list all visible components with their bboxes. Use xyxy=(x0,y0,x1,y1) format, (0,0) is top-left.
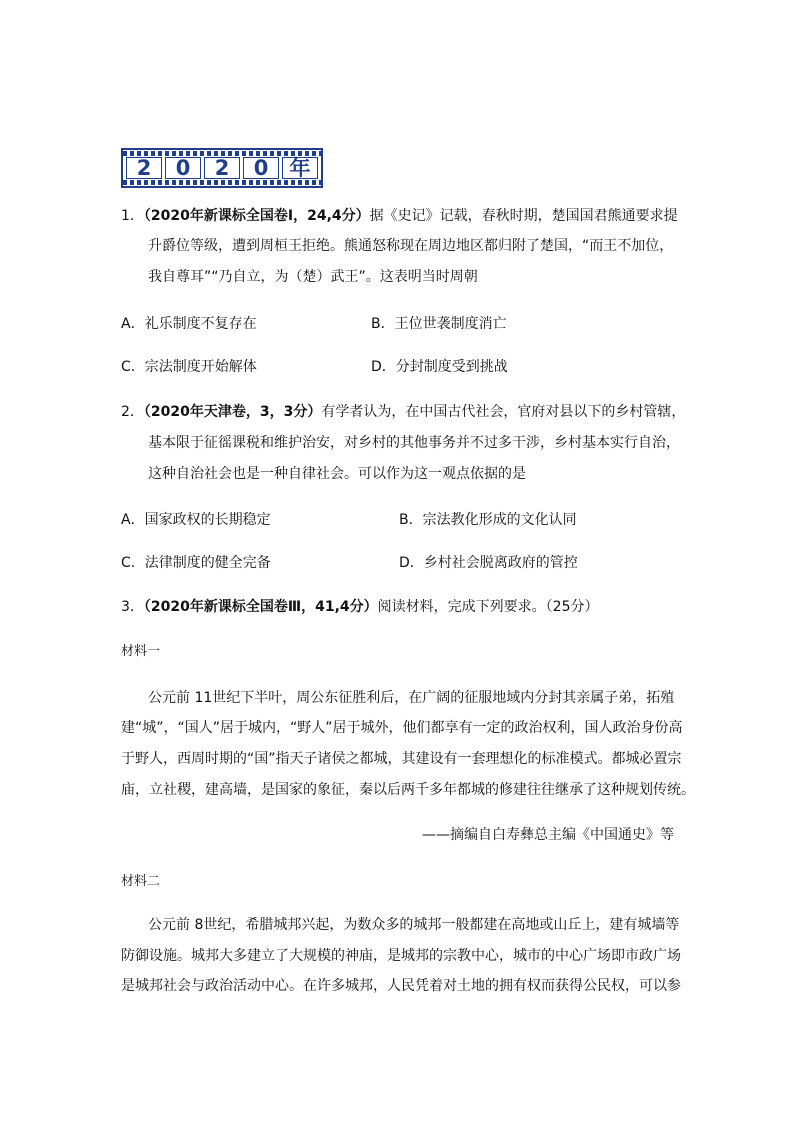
material-2-line-2: 防御设施。城邦大多建立了大规模的神庙，是城邦的宗教中心，城市的中心广场即市政广场 xyxy=(121,948,681,964)
year-cells xyxy=(126,157,318,179)
question-source: （2020年新课标全国卷Ⅰ，24,4分） xyxy=(143,208,370,224)
question-2-line-2: 基本限于征徭课税和维护治安，对乡村的其他事务并不过多干涉，乡村基本实行自治， xyxy=(148,435,680,451)
year-digit: 0 xyxy=(165,157,201,179)
q2-option-a: A．国家政权的长期稳定 xyxy=(121,512,271,528)
question-number: 2． xyxy=(121,404,144,420)
question-3-line-1 xyxy=(121,598,599,616)
question-1-line-1 xyxy=(121,207,678,225)
question-text: 有学者认为，在中国古代社会，官府对县以下的乡村管辖， xyxy=(321,404,686,420)
material-1-title: 材料一 xyxy=(121,644,161,659)
question-2-line-3: 这种自治社会也是一种自律社会。可以作为这一观点依据的是 xyxy=(148,466,526,482)
question-1-line-3: 我自尊耳”“乃自立，为（楚）武王”。这表明当时周朝 xyxy=(148,269,478,285)
question-source: （2020年新课标全国卷Ⅲ，41,4分） xyxy=(143,599,378,615)
material-2-line-1: 公元前 8世纪，希腊城邦兴起，为数众多的城邦一般都建在高地或山丘上，建有城墙等 xyxy=(148,917,680,933)
material-2-line-3: 是城邦社会与政治活动中心。在许多城邦，人民凭着对土地的拥有权而获得公民权，可以参 xyxy=(121,978,681,994)
q2-option-d: D．乡村社会脱离政府的管控 xyxy=(399,555,578,571)
material-1-source: ——摘编自白寿彝总主编《中国通史》等 xyxy=(422,827,674,843)
material-2-title: 材料二 xyxy=(121,874,161,889)
q1-option-d: D．分封制度受到挑战 xyxy=(371,359,508,375)
year-digit: 2 xyxy=(126,157,162,179)
question-number: 3． xyxy=(121,599,144,615)
q1-option-b: B．王位世袭制度消亡 xyxy=(371,316,507,332)
q1-option-a: A．礼乐制度不复存在 xyxy=(121,316,257,332)
year-digit: 2 xyxy=(204,157,240,179)
material-1-line-2: 建“城”，“国人”居于城内，“野人”居于城外，他们都享有一定的政治权利，国人政治身份高 xyxy=(121,720,683,736)
material-1-line-1: 公元前 11世纪下半叶，周公东征胜利后，在广阔的征服地域内分封其亲属子弟，拓殖 xyxy=(148,690,675,706)
year-digit: 0 xyxy=(243,157,279,179)
question-text: 阅读材料，完成下列要求。（25分） xyxy=(377,599,599,615)
film-strip-bottom xyxy=(123,180,321,185)
question-2-line-1 xyxy=(121,403,685,421)
question-source: （2020年天津卷，3，3分） xyxy=(143,404,322,420)
question-1-line-2: 升爵位等级，遭到周桓王拒绝。熊通怒称现在周边地区都归附了楚国，“而王不加位， xyxy=(148,238,674,254)
question-text: 据《史记》记载，春秋时期，楚国国君熊通要求提 xyxy=(369,208,678,224)
year-char: 年 xyxy=(282,157,318,179)
q2-option-b: B．宗法教化形成的文化认同 xyxy=(399,512,577,528)
q2-option-c: C．法律制度的健全完备 xyxy=(121,555,271,571)
material-1-line-4: 庙，立社稷，建高墙，是国家的象征，秦以后两千多年都城的修建往往继承了这种规划传统。 xyxy=(121,782,695,798)
q1-option-c: C．宗法制度开始解体 xyxy=(121,359,257,375)
question-number: 1． xyxy=(121,208,144,224)
material-1-line-3: 于野人，西周时期的“国”指天子诸侯之都城，其建设有一套理想化的标准模式。都城必置宗 xyxy=(121,751,682,767)
year-banner xyxy=(121,148,323,188)
